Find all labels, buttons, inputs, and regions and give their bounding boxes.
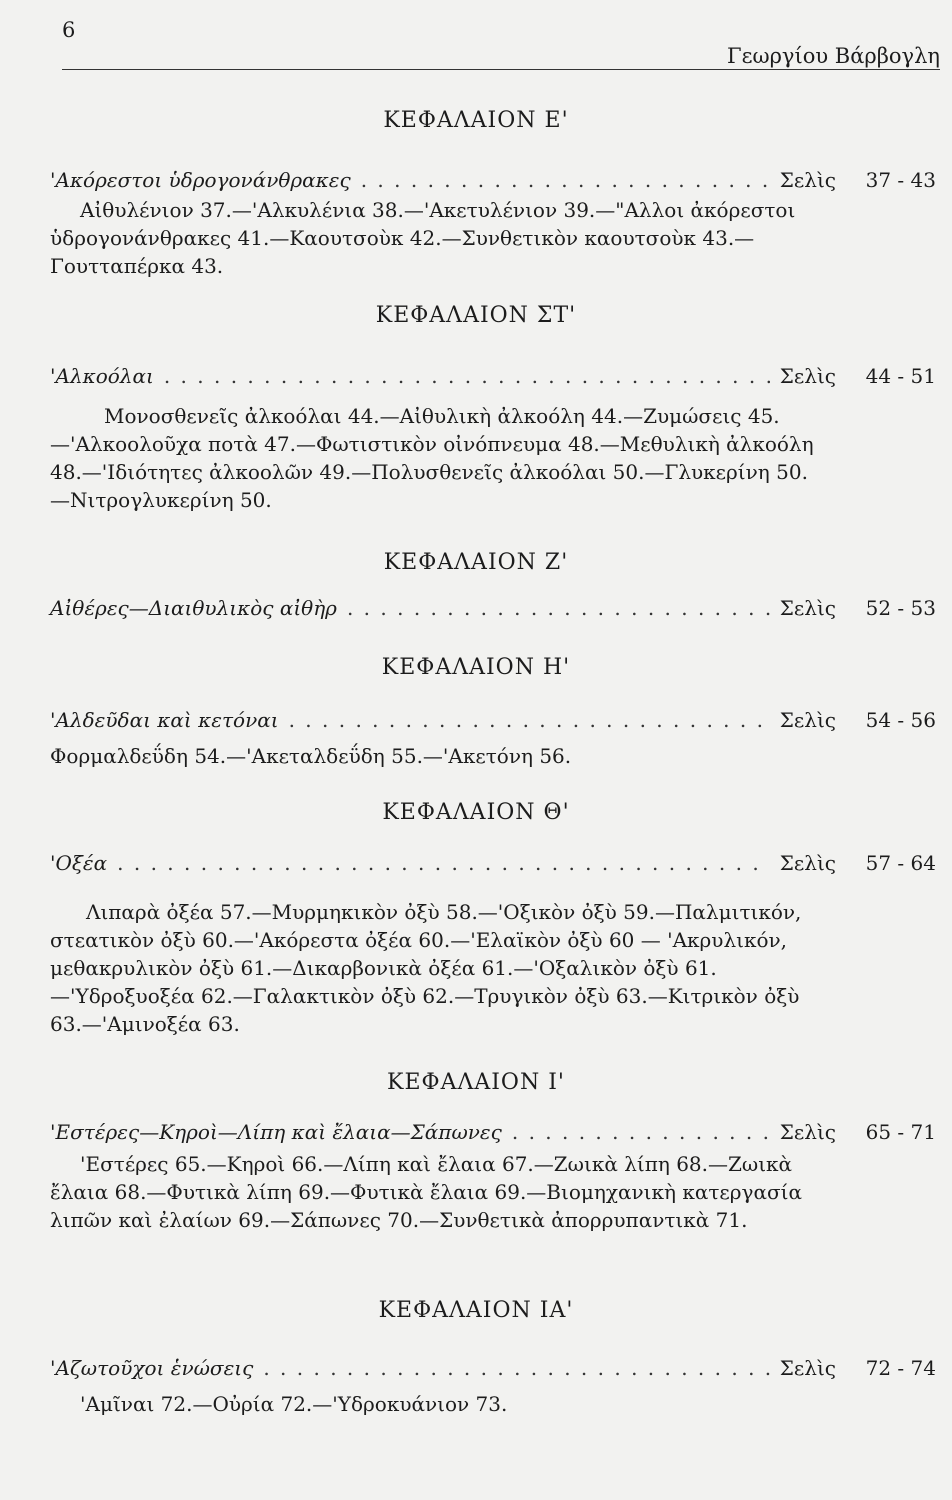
page-label: Σελὶς (779, 1356, 836, 1380)
page-label: Σελὶς (779, 851, 836, 875)
leader-dots (263, 1356, 769, 1380)
toc-entry (50, 708, 936, 738)
chapter-heading: ΚΕΦΑΛΑΙΟΝ Η' (381, 655, 571, 680)
page-label: Σελὶς (779, 596, 836, 620)
leader-dots (289, 708, 770, 732)
page-range: 44 - 51 (865, 364, 936, 388)
toc-entry (50, 168, 936, 198)
page-number: 6 (62, 18, 76, 42)
page-header (62, 18, 940, 66)
page-label: Σελὶς (779, 364, 836, 388)
leader-dots (347, 596, 770, 620)
page-range: 54 - 56 (865, 708, 936, 732)
chapter-heading: ΚΕΦΑΛΑΙΟΝ Ι' (387, 1070, 565, 1095)
entry-contents: 'Αμῖναι 72.—Οὐρία 72.—'Υδροκυάνιον 73. (80, 1392, 508, 1416)
page-range: 72 - 74 (865, 1356, 936, 1380)
toc-entry (50, 851, 936, 881)
page-label: Σελὶς (779, 708, 836, 732)
chapter-heading: ΚΕΦΑΛΑΙΟΝ Ε' (383, 108, 569, 133)
entry-contents: Λιπαρὰ ὀξέα 57.—Μυρμηκικὸν ὀξὺ 58.—'Οξικὸν ὀξὺ 59.—Παλμιτικόν, στεατικὸν ὀξὺ 60.—'Ακόρεστα ὀξέα 60.—'Ελαϊκὸν ὀξὺ 60 — 'Ακρυλικόν, μεθακρυλικὸν ὀξὺ 61.—Δικαρβονικὰ ὀξέα 61.—'Οξαλικὸν ὀξὺ 61.—'Υδροξυοξέα 62.—Γαλακτικὸν ὀξὺ 62.—Τρυγικὸν ὀξὺ 63.—Κιτρικὸν ὀξὺ 63.—'Αμινοξέα 63. (50, 900, 802, 1036)
page-label: Σελὶς (779, 1120, 836, 1144)
chapter-heading: ΚΕΦΑΛΑΙΟΝ ΣΤ' (375, 303, 577, 328)
toc-entry (50, 596, 936, 626)
toc-entry (50, 1120, 936, 1150)
entry-contents: Αἰθυλένιον 37.—'Αλκυλένια 38.—'Ακετυλένιον 39.—"Αλλοι ἀκόρεστοι ὑδρογονάνθρακες 41.—Καουτσοὺκ 42.—Συνθετικὸν καουτσοὺκ 43.—Γουτταπέρκα 43. (50, 198, 796, 278)
chapter-heading: ΚΕΦΑΛΑΙΟΝ Ζ' (383, 550, 569, 575)
entry-contents: 'Εστέρες 65.—Κηροὶ 66.—Λίπη καὶ ἔλαια 67.—Ζωικὰ λίπη 68.—Ζωικὰ ἔλαια 68.—Φυτικὰ λίπη 69.—Φυτικὰ ἔλαια 69.—Βιομηχανικὴ κατεργασία λιπῶν καὶ ἐλαίων 69.—Σάπωνες 70.—Συνθετικὰ ἀπορρυπαντικὰ 71. (50, 1152, 802, 1232)
page-range: 52 - 53 (865, 596, 936, 620)
leader-dots (117, 851, 770, 875)
entry-title: 'Οξέα (50, 851, 108, 875)
leader-dots (361, 168, 770, 192)
entry-title: 'Αλκοόλαι (50, 364, 154, 388)
page-label: Σελὶς (779, 168, 836, 192)
running-head: Γεωργίου Βάρβογλη (727, 44, 940, 68)
entry-title: 'Ακόρεστοι ὑδρογονάνθρακες (50, 168, 351, 192)
page-range: 57 - 64 (865, 851, 936, 875)
entry-title: Αἰθέρες—Διαιθυλικὸς αἰθὴρ (50, 596, 337, 620)
entry-title: 'Αλδεῦδαι καὶ κετόναι (50, 708, 279, 732)
chapter-heading: ΚΕΦΑΛΑΙΟΝ Θ' (382, 800, 570, 825)
page-range: 65 - 71 (865, 1120, 936, 1144)
toc-entry (50, 364, 936, 394)
entry-contents: Μονοσθενεῖς ἀλκοόλαι 44.—Αἰθυλικὴ ἀλκοόλη 44.—Ζυμώσεις 45.—'Αλκοολοῦχα ποτὰ 47.—Φωτιστικὸν οἰνόπνευμα 48.—Μεθυλικὴ ἀλκοόλη 48.—'Ιδιότητες ἀλκοολῶν 49.—Πολυσθενεῖς ἀλκοόλαι 50.—Γλυκερίνη 50.—Νιτρογλυκερίνη 50. (50, 404, 814, 512)
entry-contents: Φορμαλδεΰδη 54.—'Ακεταλδεΰδη 55.—'Ακετόνη 56. (50, 744, 572, 768)
toc-entry (50, 1356, 936, 1386)
leader-dots (512, 1120, 770, 1144)
leader-dots (164, 364, 770, 388)
page-range: 37 - 43 (865, 168, 936, 192)
entry-title: 'Αζωτοῦχοι ἑνώσεις (50, 1356, 254, 1380)
entry-title: 'Εστέρες—Κηροὶ—Λίπη καὶ ἔλαια—Σάπωνες (50, 1120, 502, 1144)
header-rule (62, 69, 940, 70)
chapter-heading: ΚΕΦΑΛΑΙΟΝ ΙΑ' (378, 1298, 574, 1323)
